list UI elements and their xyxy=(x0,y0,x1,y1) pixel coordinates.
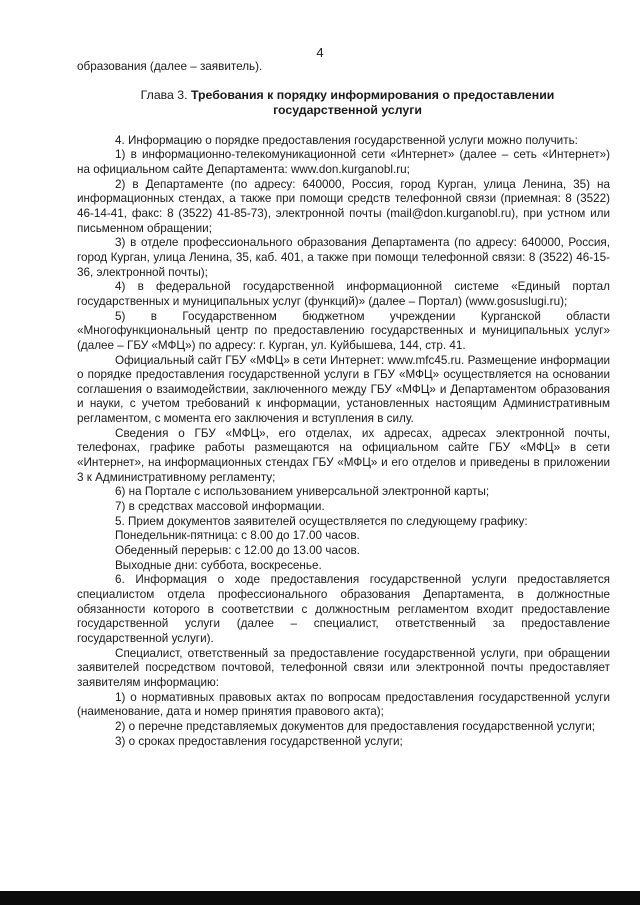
page-number: 4 xyxy=(316,45,324,60)
paragraph-4-item-2: 2) в Департаменте (по адресу: 640000, Россия, город Курган, улица Ленина, 35) на информационных стендах, а также при помощи средств телефонной связи (приемная: 8 (3522) 46-14-41, факс: 8 (3522) 41-85-73), электронной почты (mail@don.kurganobl.ru), при устном или письменном обращении; xyxy=(77,177,610,235)
info-item-2: 2) о перечне представляемых документов для предоставления государственной услуги; xyxy=(115,719,595,733)
paragraph-4-item-6: 6) на Портале с использованием универсальной электронной карты; xyxy=(115,485,490,499)
paragraph-mfc-site: Официальный сайт ГБУ «МФЦ» в сети Интернет: www.mfc45.ru. Размещение информации о порядке предоставления государственной услуги в ГБУ «МФЦ» осуществляется на основании соглашения о взаимодействии, заключенного между ГБУ «МФЦ» и Департаментом образования и науки, с учетом требований к информации, установленных настоящим Административным регламентом, с момента его заключения и вступления в силу. xyxy=(77,353,610,426)
paragraph-4-item-4: 4) в федеральной государственной информационной системе «Единый портал государственных и муниципальных услуг (функций)» (далее – Портал) (www.gosuslugi.ru); xyxy=(77,280,610,308)
paragraph-4-intro: 4. Информацию о порядке предоставления государственной услуги можно получить: xyxy=(115,133,578,147)
paragraph-4-item-5: 5) в Государственном бюджетном учреждении Курганской области «Многофункциональный центр по предоставлению государственных и муниципальных услуг» (далее – ГБУ «МФЦ») по адресу: г. Курган, ул. Куйбышева, 144, стр. 41. xyxy=(77,309,610,352)
info-item-1: 1) о нормативных правовых актах по вопросам предоставления государственной услуги (наименование, дата и номер принятия правового акта); xyxy=(77,690,610,719)
paragraph-mfc-info: Сведения о ГБУ «МФЦ», его отделах, их адресах, адресах электронной почты, телефонах, графике работы размещаются на официальном сайте ГБУ «МФЦ» в сети «Интернет», на информационных стендах ГБУ «МФЦ» и его отделов и приведены в приложении 3 к Административному регламенту; xyxy=(77,426,610,484)
intro-line: образования (далее – заявитель). xyxy=(77,60,263,73)
paragraph-4-item-7: 7) в средствах массовой информации. xyxy=(115,500,325,514)
info-item-3: 3) о сроках предоставления государственной услуги; xyxy=(115,734,403,748)
chapter-title: Требования к порядку информирования о предоставлении государственной услуги xyxy=(190,87,555,118)
paragraph-6: 6. Информация о ходе предоставления государственной услуги предоставляется специалистом отдела профессионального образования Департамента, в должностные обязанности которого в соответствии с должностным регламентом входит предоставление государственной услуги (далее – специалист, ответственный за предоставление государственной услуги). xyxy=(77,573,610,645)
paragraph-5: 5. Прием документов заявителей осуществляется по следующему графику: xyxy=(115,514,528,528)
paragraph-4-item-3: 3) в отделе профессионального образования Департамента (по адресу: 640000, Россия, город Курган, улица Ленина, 35, каб. 401, а также при помощи телефонной связи: 8 (3522) 46-15-36, электронной почты); xyxy=(77,236,610,279)
schedule-days-off: Выходные дни: суббота, воскресенье. xyxy=(115,558,322,572)
paragraph-4-item-1: 1) в информационно-телекомуникационной сети «Интернет» (далее – сеть «Интернет») на официальном сайте Департамента: www.don.kurganobl.ru; xyxy=(77,148,610,176)
chapter-heading xyxy=(77,88,610,119)
document-body xyxy=(77,60,610,749)
scan-bottom-edge xyxy=(0,891,640,905)
schedule-lunch: Обеденный перерыв: с 12.00 до 13.00 часов. xyxy=(115,544,360,558)
paragraph-specialist: Специалист, ответственный за предоставление государственной услуги, при обращении заявителей посредством почтовой, телефонной связи или электронной почты предоставляет заявителям информацию: xyxy=(77,646,610,689)
chapter-prefix: Глава 3. xyxy=(140,87,188,102)
schedule-weekdays: Понедельник-пятница: с 8.00 до 17.00 часов. xyxy=(115,529,360,543)
